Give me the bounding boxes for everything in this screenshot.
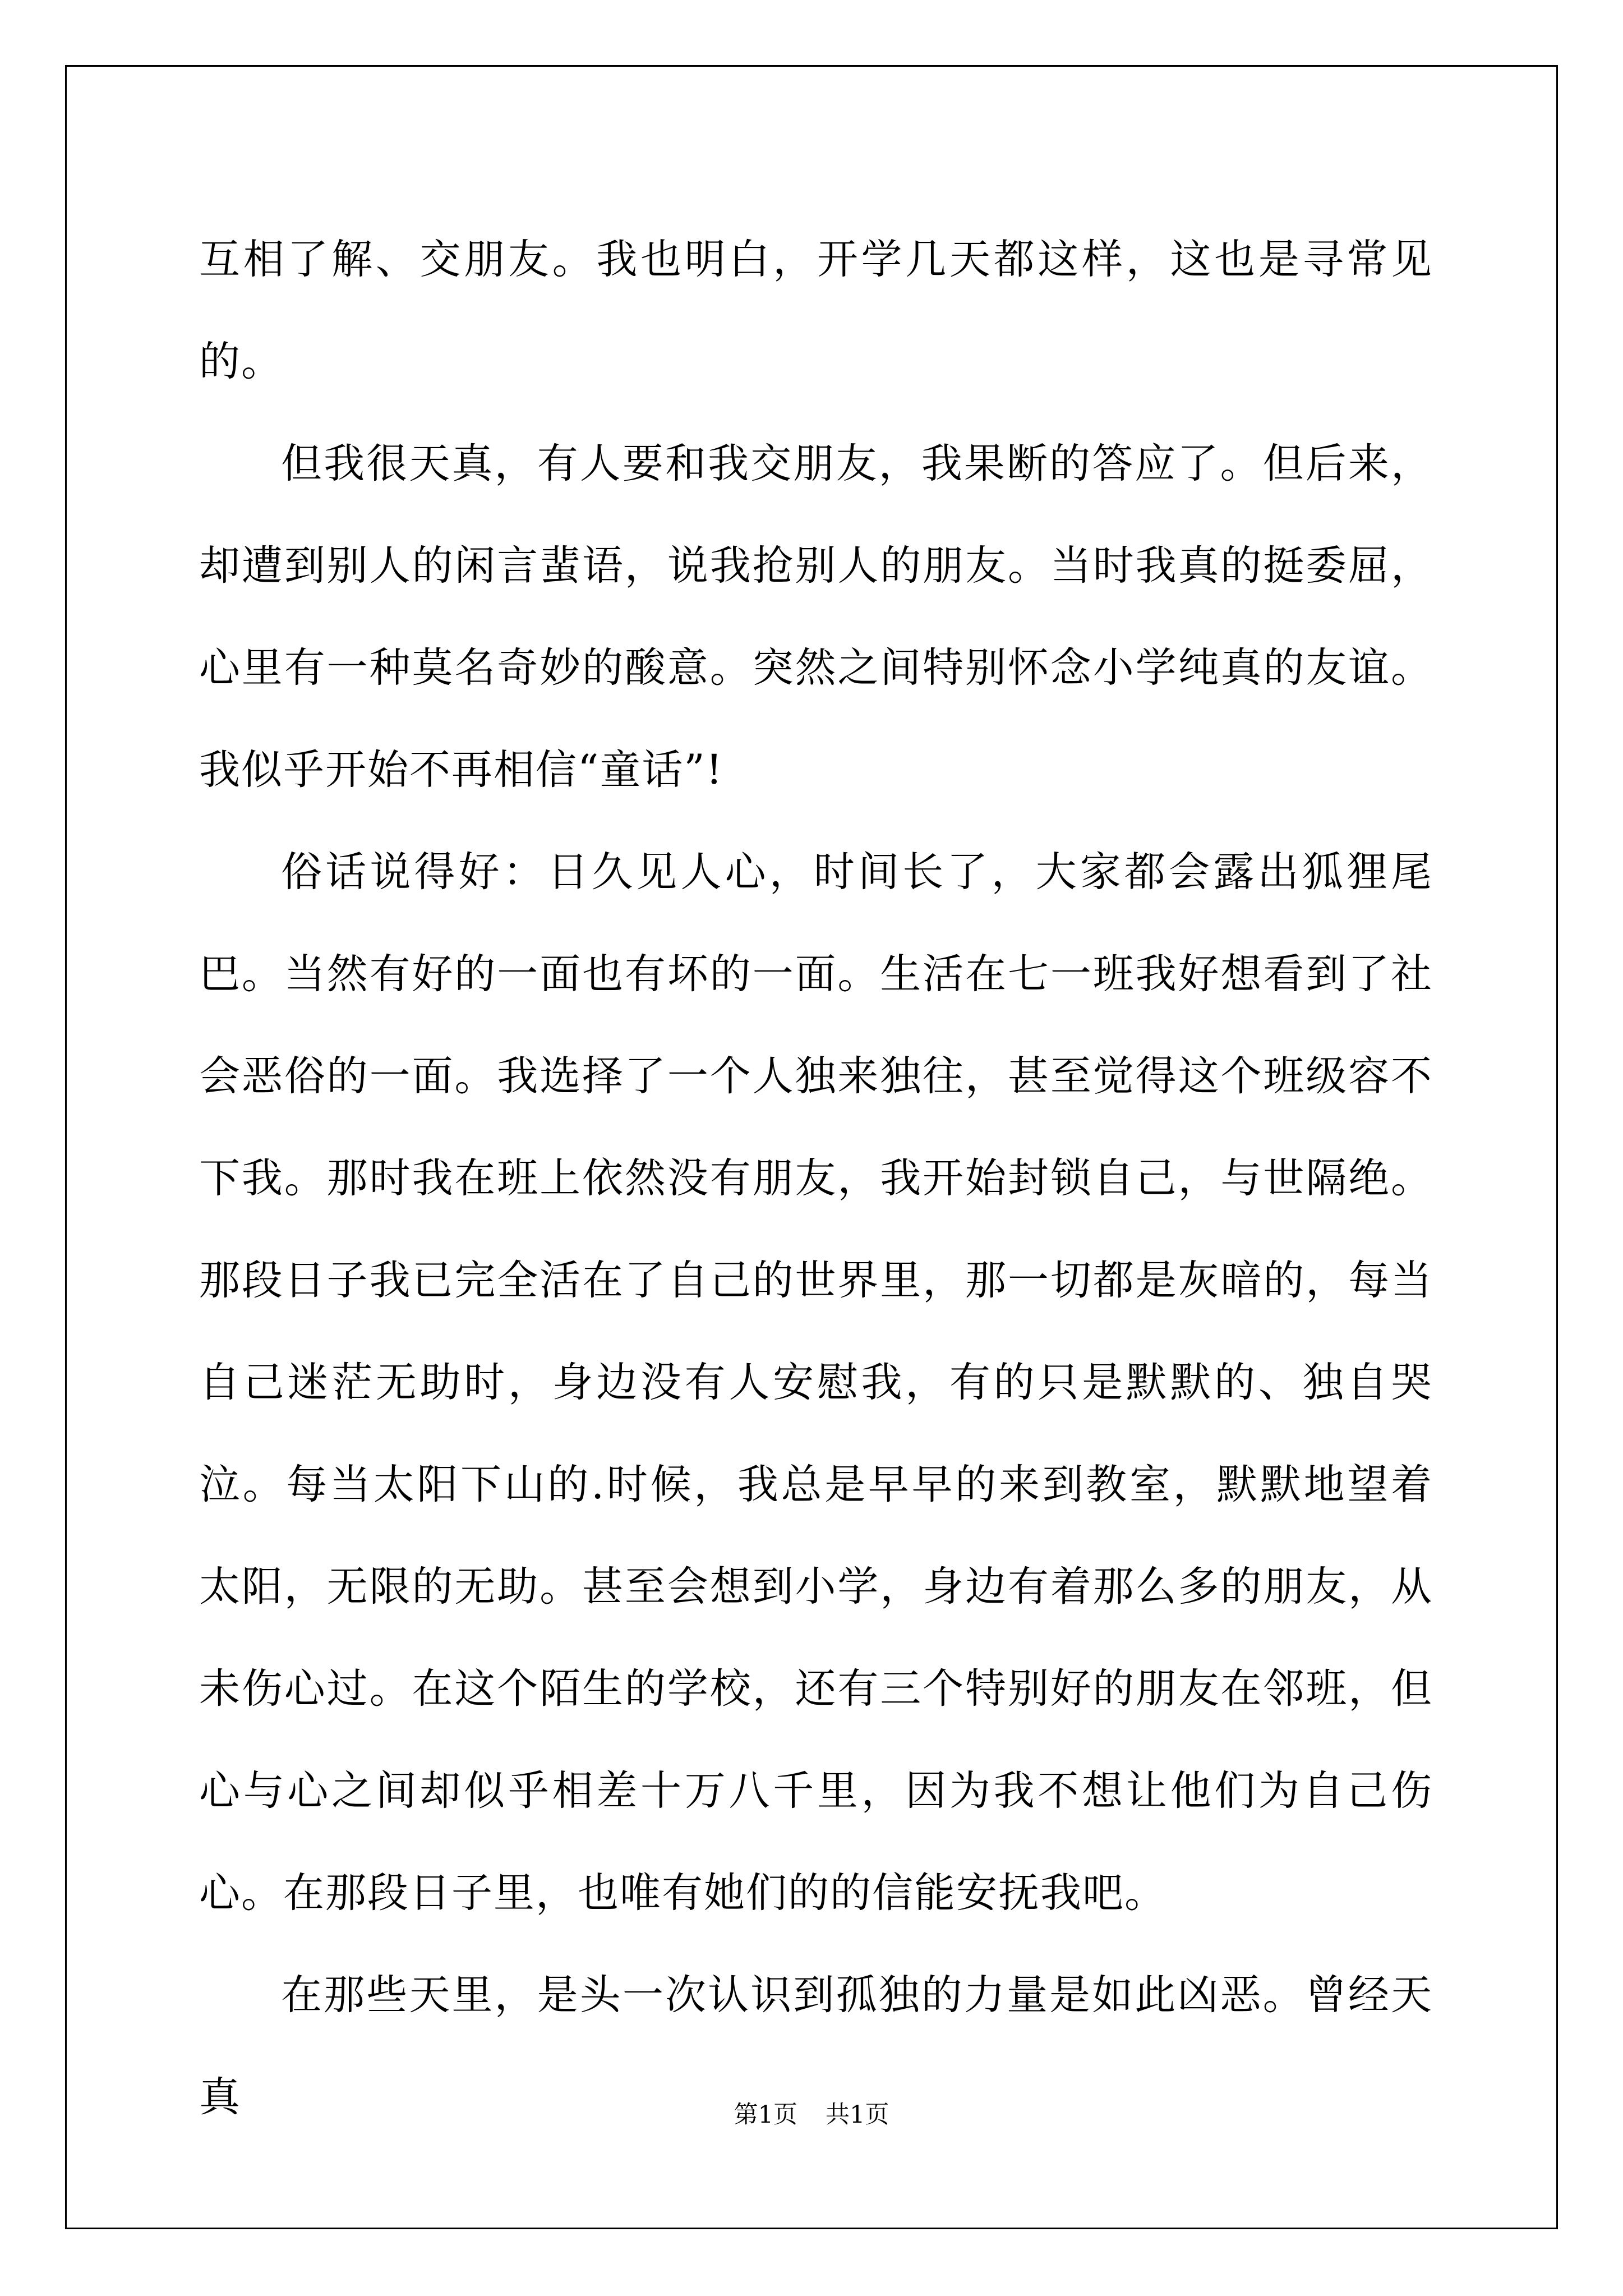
document-body — [199, 209, 1433, 2148]
paragraph-4: 在那些天里，是头一次认识到孤独的力量是如此凶恶。曾经天真 — [199, 1971, 1433, 2121]
paragraph-3: 俗话说得好：日久见人心，时间长了，大家都会露出狐狸尾巴。当然有好的一面也有坏的一面。生活在七一班我好想看到了社会恶俗的一面。我选择了一个人独来独往，甚至觉得这个班级容不下我。那时我在班上依然没有朋友，我开始封锁自己，与世隔绝。那段日子我已完全活在了自己的世界里，那一切都是灰暗的，每当自己迷茫无助时，身边没有人安慰我，有的只是默默的、独自哭泣。每当太阳下山的.时候，我总是早早的来到教室，默默地望着太阳，无限的无助。甚至会想到小学，身边有着那么多的朋友，从未伤心过。在这个陌生的学校，还有三个特别好的朋友在邻班，但心与心之间却似乎相差十万八千里，因为我不想让他们为自己伤心。在那段日子里，也唯有她们的的信能安抚我吧。 — [199, 848, 1433, 1917]
page-footer — [0, 2096, 1623, 2130]
page-total: 共1页 — [826, 2101, 889, 2129]
paragraph-1: 互相了解、交朋友。我也明白，开学几天都这样，这也是寻常见的。 — [199, 236, 1433, 385]
paragraph-2: 但我很天真，有人要和我交朋友，我果断的答应了。但后来，却遭到别人的闲言蜚语，说我抢别人的朋友。当时我真的挺委屈，心里有一种莫名奇妙的酸意。突然之间特别怀念小学纯真的友谊。我似乎开始不再相信“童话”! — [199, 440, 1433, 794]
page-number: 第1页 — [734, 2101, 797, 2129]
